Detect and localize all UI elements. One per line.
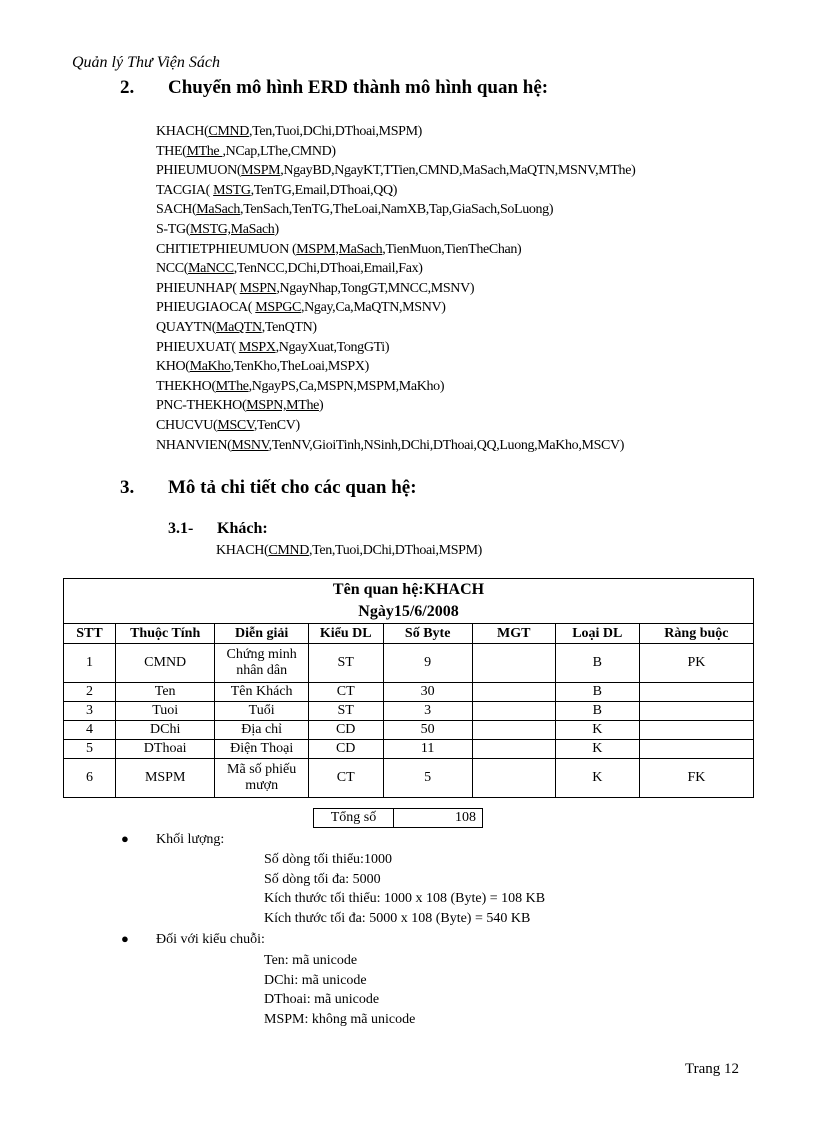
table-header-row [64,624,754,644]
relation-detail-table [63,578,754,798]
relation-primary-key: MThe [186,143,223,159]
table-cell: 11 [383,740,472,759]
relation-schema-line [156,318,635,338]
section-2-heading [120,77,548,99]
relation-attributes: ,NgayNhap,TongGT,MNCC,MSNV) [276,280,475,296]
bullet-icon: ● [121,831,129,846]
relation-primary-key: CMND [208,124,249,139]
relation-name: NCC( [156,261,189,277]
table-cell: K [555,759,639,798]
section-2-title: Chuyển mô hình ERD thành mô hình quan hệ: [168,77,549,98]
table-cell: Chứng minh nhân dân [215,644,308,683]
table-cell: Tuoi [115,702,215,721]
header-cell: Loại DL [555,624,639,644]
relation-name: S-TG( [156,221,191,237]
relation-schema-line [156,377,635,397]
relation-name: CHUCVU( [156,417,218,433]
relation-schema-line [156,279,635,299]
subsection-relation-definition [216,543,482,559]
table-cell: 6 [64,759,116,798]
table-cell: Địa chỉ [215,721,308,740]
table-cell [639,702,753,721]
relation-primary-key: MSNV [231,437,269,453]
table-cell: PK [639,644,753,683]
relation-primary-key: MSTG,MaSach [190,221,275,237]
relation-attributes: ,Ten,Tuoi,DChi,DThoai,MSPM) [248,124,422,139]
table-cell: K [555,740,639,759]
running-header: Quản lý Thư Viện Sách [72,54,220,71]
table-cell: B [555,702,639,721]
string-type-label: Đối với kiểu chuỗi: [156,932,265,947]
table-cell [472,759,555,798]
table-cell: Tên Khách [215,683,308,702]
page-number: Trang 12 [685,1061,740,1077]
table-cell [639,683,753,702]
total-value: 108 [394,809,483,828]
table-cell: DThoai [115,740,215,759]
table-cell: 3 [383,702,472,721]
relation-attributes: ) [318,398,324,414]
table-cell: 4 [64,721,116,740]
table-row [64,740,754,759]
section-3-number: 3. [120,477,135,498]
relation-schema-line [156,200,635,220]
relation-attributes: ,TenCV) [253,417,300,433]
relation-attributes: ,TenNCC,DChi,DThoai,Email,Fax) [233,261,423,277]
table-cell [472,702,555,721]
string-type-bullet [121,931,265,948]
relation-attributes: ,NgayPS,Ca,MSPN,MSPM,MaKho) [248,378,445,394]
table-cell: CT [308,759,383,798]
volume-bullet [121,831,224,848]
relation-schema-line [156,416,635,436]
bullet-icon: ● [121,931,129,946]
relation-attributes: ) [274,221,279,237]
relation-attributes: ,TenTG,Email,DThoai,QQ) [250,182,398,198]
table-cell: MSPM [115,759,215,798]
table-row [64,702,754,721]
relation-schema-line [156,142,635,162]
string-type-line: DChi: mã unicode [264,972,367,988]
relation-schema-line [156,436,635,456]
header-cell: Số Byte [383,624,472,644]
table-cell: 30 [383,683,472,702]
relation-primary-key: MSPM,MaSach [296,241,383,257]
relation-attributes: ,NgayBD,NgayKT,TTien,CMND,MaSach,MaQTN,MSNV,MThe) [280,163,636,179]
table-cell: Tuổi [215,702,308,721]
relation-name: NHANVIEN( [156,437,232,453]
header-cell: MGT [472,624,555,644]
table-cell: 5 [64,740,116,759]
relation-attributes: ,NCap,LThe,CMND) [222,143,336,159]
table-cell [639,721,753,740]
relation-name: TACGIA( [156,182,214,198]
table-cell [472,683,555,702]
table-cell [472,644,555,683]
string-type-details [264,951,415,1029]
relation-name: PHIEUMUON( [156,163,242,179]
table-cell: 9 [383,644,472,683]
relation-attributes: ,TenSach,TenTG,TheLoai,NamXB,Tap,GiaSach,SoLuong) [240,202,554,218]
string-type-line: Ten: mã unicode [264,953,358,968]
relation-primary-key: MSPN,MThe [246,398,319,414]
table-cell: K [555,721,639,740]
relation-name: THEKHO( [156,378,216,394]
table-caption-name: Tên quan hệ:KHACH [64,579,754,602]
relation-name: KHACH( [156,124,209,139]
relation-name: PHIEUXUAT( [156,339,239,355]
relation-primary-key: MaSach [196,202,241,218]
total-label: Tổng số [314,809,394,828]
relation-schema-line [156,298,635,318]
relation-name: THE( [156,143,187,159]
table-row [64,683,754,702]
table-cell: ST [308,644,383,683]
header-cell: Thuộc Tính [115,624,215,644]
header-cell: STT [64,624,116,644]
table-cell: CD [308,740,383,759]
relation-schema-line [156,357,635,377]
relation-primary-key: MaNCC [188,261,234,277]
relation-schema-line [156,259,635,279]
total-bytes-box [313,808,483,828]
table-row [64,759,754,798]
relation-name: PNC-THEKHO( [156,398,247,414]
section-3-title: Mô tả chi tiết cho các quan hệ: [168,477,417,498]
table-cell: 50 [383,721,472,740]
table-cell: DChi [115,721,215,740]
section-3-heading [120,477,417,499]
relation-primary-key: MSPX [238,339,276,355]
volume-line: Số dòng tối thiểu:1000 [264,852,392,867]
def-rest: ,Ten,Tuoi,DChi,DThoai,MSPM) [308,543,482,558]
subsection-title: Khách: [217,520,268,537]
subsection-heading [168,520,268,538]
relation-schema-line [156,396,635,416]
table-cell: CT [308,683,383,702]
volume-label: Khối lượng: [156,832,225,847]
table-caption-date: Ngày15/6/2008 [64,601,754,624]
table-cell: Mã số phiếu mượn [215,759,308,798]
relation-primary-key: MSPM [241,163,281,179]
table-row [64,721,754,740]
relation-attributes: ,Ngay,Ca,MaQTN,MSNV) [301,300,446,316]
relation-primary-key: MSPGC [255,300,302,316]
table-cell: 5 [383,759,472,798]
table-cell: B [555,644,639,683]
table-cell: FK [639,759,753,798]
relation-schema-line [156,161,635,181]
relation-primary-key: MThe [215,378,249,394]
relation-schema-line [156,240,635,260]
table-cell: Ten [115,683,215,702]
string-type-line: DThoai: mã unicode [264,992,380,1007]
relation-primary-key: MSPN [239,280,277,296]
relation-primary-key: MaQTN [216,319,262,335]
table-cell: 2 [64,683,116,702]
relation-name: PHIEUGIAOCA( [156,300,256,316]
subsection-number: 3.1- [168,520,194,537]
table-cell: 3 [64,702,116,721]
def-name: KHACH( [216,543,269,558]
section-2-number: 2. [120,77,135,98]
relation-name: CHITIETPHIEUMUON ( [156,241,297,257]
relation-schema-line [156,122,635,142]
table-cell [472,740,555,759]
relation-primary-key: MSTG [213,182,251,198]
table-cell [472,721,555,740]
relation-attributes: ,NgayXuat,TongGTi) [275,339,390,355]
table-cell [639,740,753,759]
relation-name: QUAYTN( [156,319,217,335]
def-key: CMND [268,543,309,558]
header-cell: Ràng buộc [639,624,753,644]
relation-primary-key: MaKho [189,359,231,375]
relation-attributes: ,TenNV,GioiTinh,NSinh,DChi,DThoai,QQ,Luong,MaKho,MSCV) [268,437,625,453]
relation-name: PHIEUNHAP( [156,280,240,296]
table-cell: B [555,683,639,702]
relation-attributes: ,TenKho,TheLoai,MSPX) [230,359,369,375]
header-cell: Kiểu DL [308,624,383,644]
table-cell: Điện Thoại [215,740,308,759]
table-cell: 1 [64,644,116,683]
table-cell: CMND [115,644,215,683]
table-cell: CD [308,721,383,740]
relation-schema-list [156,122,635,455]
relation-attributes: ,TenQTN) [261,319,317,335]
relation-primary-key: MSCV [217,417,254,433]
relation-schema-line [156,181,635,201]
table-row [64,644,754,683]
relation-schema-line [156,338,635,358]
header-cell: Diễn giải [215,624,308,644]
relation-name: KHO( [156,359,190,375]
volume-line: Số dòng tối đa: 5000 [264,871,381,887]
volume-details [264,850,545,928]
relation-schema-line [156,220,635,240]
table-cell: ST [308,702,383,721]
string-type-line: MSPM: không mã unicode [264,1011,416,1027]
volume-line: Kích thước tối thiểu: 1000 x 108 (Byte) = 108 KB [264,891,546,906]
relation-name: SACH( [156,202,197,218]
volume-line: Kích thước tối đa: 5000 x 108 (Byte) = 540 KB [264,910,531,926]
relation-attributes: ,TienMuon,TienTheChan) [382,241,522,257]
